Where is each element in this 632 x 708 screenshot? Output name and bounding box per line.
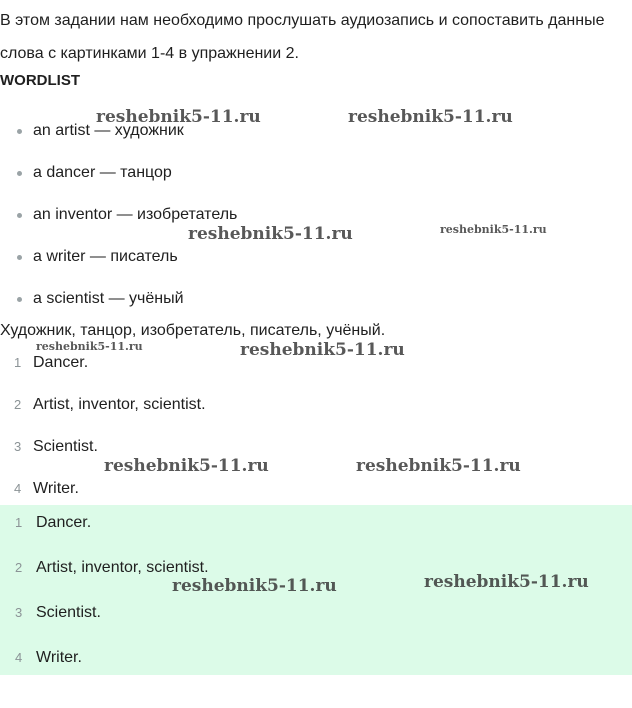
answer-text: Dancer. <box>36 514 92 531</box>
summary-text: Художник, танцор, изобретатель, писатель, учёный. <box>0 322 386 339</box>
answer-number: 1 <box>14 355 22 370</box>
answer-text: Scientist. <box>36 604 101 621</box>
answer-text: Writer. <box>33 480 79 497</box>
list-item <box>0 278 237 320</box>
answer-text: Writer. <box>36 649 82 666</box>
answer-item <box>0 640 209 685</box>
list-item-text: a scientist — учёный <box>33 290 184 307</box>
watermark: reshebnik5-11.ru <box>188 224 353 244</box>
answer-number: 4 <box>15 650 23 665</box>
answer-item <box>0 384 206 426</box>
answer-number: 3 <box>14 439 22 454</box>
bullet-icon <box>17 213 22 218</box>
list-item <box>0 152 237 194</box>
intro-text: В этом задании нам необходимо прослушать аудиозапись и сопоставить данные слова с картинками 1-4 в упражнении 2. <box>0 12 605 62</box>
answer-number: 2 <box>14 397 22 412</box>
bullet-icon <box>17 297 22 302</box>
answer-number: 1 <box>15 515 23 530</box>
answer-item <box>0 595 209 640</box>
answer-text: Scientist. <box>33 438 98 455</box>
list-item-text: a writer — писатель <box>33 248 178 265</box>
watermark: reshebnik5-11.ru <box>356 456 521 476</box>
watermark: reshebnik5-11.ru <box>96 107 261 127</box>
answer-text: Dancer. <box>33 354 89 371</box>
answer-number: 4 <box>14 481 22 496</box>
watermark: reshebnik5-11.ru <box>240 340 405 360</box>
watermark: reshebnik5-11.ru <box>348 107 513 127</box>
list-item-text: an artist — художник <box>33 122 184 139</box>
answer-text: Artist, inventor, scientist. <box>33 396 206 413</box>
answer-number: 2 <box>15 560 23 575</box>
answer-text: Artist, inventor, scientist. <box>36 559 209 576</box>
list-item-text: an inventor — изобретатель <box>33 206 238 223</box>
watermark: reshebnik5-11.ru <box>440 223 547 236</box>
list-item-text: a dancer — танцор <box>33 164 172 181</box>
answer-list <box>0 342 206 510</box>
wordlist-heading: WORDLIST <box>0 72 80 89</box>
watermark: reshebnik5-11.ru <box>424 572 589 592</box>
watermark: reshebnik5-11.ru <box>104 456 269 476</box>
watermark: reshebnik5-11.ru <box>36 340 143 353</box>
watermark: reshebnik5-11.ru <box>172 576 337 596</box>
answer-item <box>0 505 209 550</box>
bullet-icon <box>17 255 22 260</box>
bullet-icon <box>17 129 22 134</box>
bullet-icon <box>17 171 22 176</box>
wordlist <box>0 110 237 320</box>
answer-number: 3 <box>15 605 23 620</box>
